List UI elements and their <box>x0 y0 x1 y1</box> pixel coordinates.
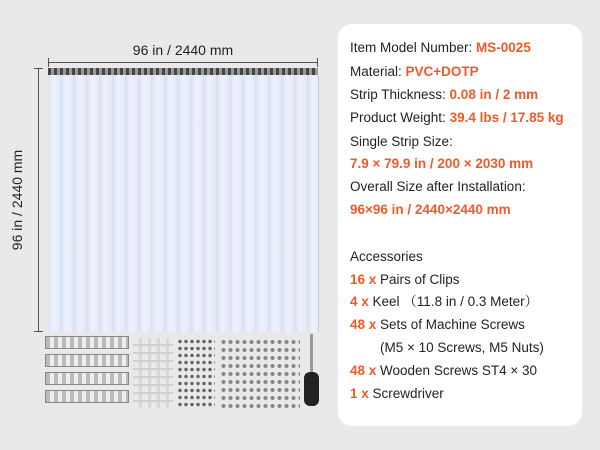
accessories-heading: Accessories <box>350 249 423 264</box>
height-dimension-label-wrap <box>4 68 30 332</box>
clips-image <box>133 338 173 408</box>
mounting-rail <box>48 68 318 75</box>
accessory-item <box>350 364 537 378</box>
strip-curtain-image <box>48 68 318 332</box>
accessory-qty: 48 x <box>350 363 377 378</box>
accessory-item-detail <box>380 341 544 355</box>
accessory-qty: 48 x <box>350 317 377 332</box>
machine-screws-image <box>177 338 215 408</box>
height-dimension-label: 96 in / 2440 mm <box>9 149 25 251</box>
keel <box>45 390 129 403</box>
accessory-qty: 4 x <box>350 294 369 309</box>
spec-overall-size-label: Overall Size after Installation: <box>350 179 526 194</box>
spec-thickness-value: 0.08 in / 2 mm <box>449 87 539 102</box>
specifications-card <box>338 24 582 426</box>
accessory-text: Keel （11.8 in / 0.3 Meter） <box>368 294 539 309</box>
accessories-image <box>45 334 325 414</box>
keel <box>45 336 129 349</box>
accessory-item <box>350 295 538 309</box>
accessory-qty: 16 x <box>350 272 377 287</box>
wooden-screws-image <box>220 338 300 408</box>
spec-weight-value: 39.4 lbs / 17.85 kg <box>449 110 564 125</box>
accessory-text: Pairs of Clips <box>376 272 460 287</box>
spec-material-label: Material: <box>350 64 406 79</box>
spec-model-label: Item Model Number: <box>350 40 477 55</box>
accessory-item <box>350 387 444 401</box>
accessory-text: Wooden Screws ST4 × 30 <box>376 363 537 378</box>
accessory-text: (M5 × 10 Screws, M5 Nuts) <box>380 340 544 355</box>
screwdriver-image <box>300 334 324 410</box>
keel <box>45 372 129 385</box>
screwdriver-shaft <box>310 334 313 374</box>
spec-material-value: PVC+DOTP <box>405 64 479 79</box>
height-dimension-line <box>38 68 39 332</box>
spec-weight <box>350 111 564 125</box>
spec-thickness-label: Strip Thickness: <box>350 87 450 102</box>
spec-single-strip-label: Single Strip Size: <box>350 134 453 149</box>
accessory-qty: 1 x <box>350 386 369 401</box>
spec-overall-size-value-text: 96×96 in / 2440×2440 mm <box>350 202 511 217</box>
width-dimension-label: 96 in / 2440 mm <box>132 42 234 58</box>
spec-weight-label: Product Weight: <box>350 110 450 125</box>
screwdriver-handle <box>304 372 319 406</box>
spec-model <box>350 41 531 55</box>
accessory-text: Screwdriver <box>368 386 444 401</box>
spec-material <box>350 65 479 79</box>
accessory-item <box>350 273 460 287</box>
spec-single-strip-value-text: 7.9 × 79.9 in / 200 × 2030 mm <box>350 156 534 171</box>
accessory-item <box>350 318 525 332</box>
width-dimension-line <box>48 62 318 63</box>
spec-thickness <box>350 88 538 102</box>
accessory-text: Sets of Machine Screws <box>376 317 525 332</box>
spec-single-strip-value <box>350 157 533 171</box>
spec-model-value: MS-0025 <box>476 40 531 55</box>
spec-overall-size-value <box>350 203 511 217</box>
keel <box>45 354 129 367</box>
keels-image <box>45 334 129 408</box>
pvc-strips <box>48 75 319 332</box>
